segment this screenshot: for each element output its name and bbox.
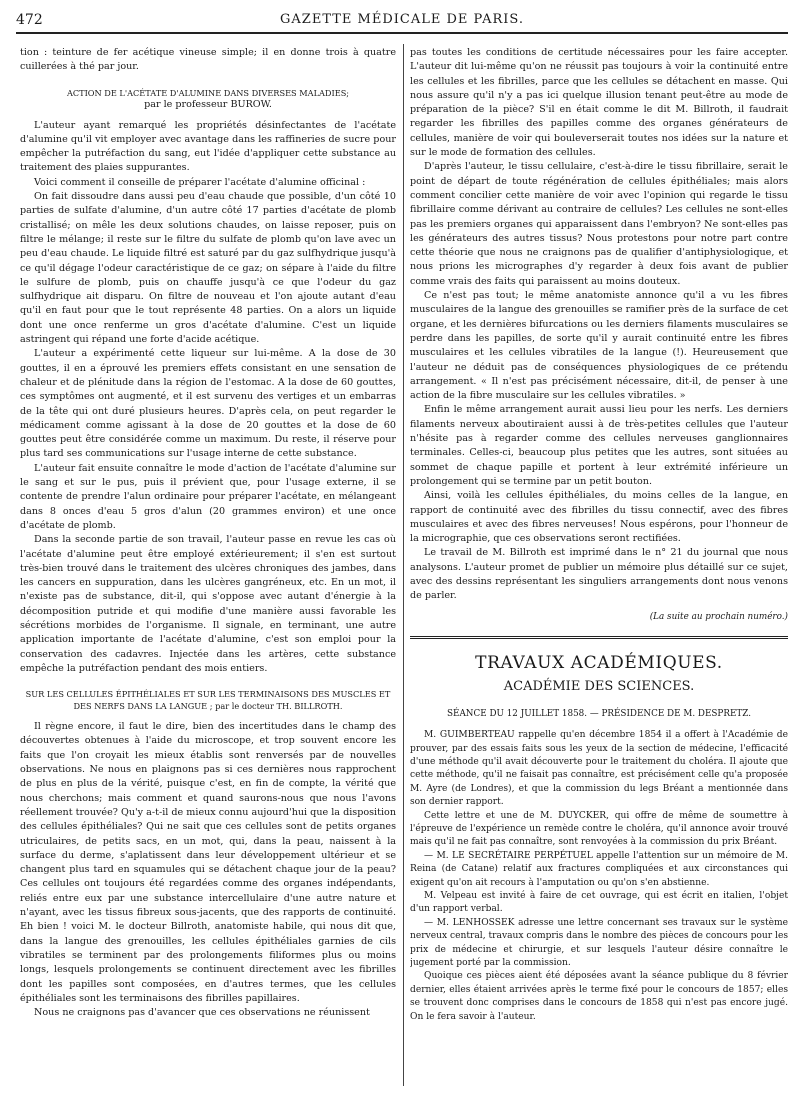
page-header (16, 10, 788, 34)
paragraph: Il règne encore, il faut le dire, bien des incertitudes dans le champ des découvertes obtenues à l'aide du microscope, et trop souvent encore les faits que l'on croyait les mieux établis sont renversés par de nouvelles observations. Ne nous en plaignons pas si ces dernières nous rapprochent de plus en plus de la vérité, puisque c'est, en fin de compte, la vérité que nous cherchons; mais comment et quand saurons-nous que nous l'avons réellement trouvée? Qu'y a-t-il de mieux connu aujourd'hui que la disposition des cellules épithéliales? Qui ne sait que ces cellules sont de petits organes utriculaires, de petits sacs, en un mot, qui, dans la peau, naissent à la surface du derme, s'aplatissent dans leur développement ultérieur et se changent plus tard en squamules qui se détachent chaque jour de la peau? Ces cellules ont toujours été regardées comme des organes indépendants, reliés entre eux par une substance intercellulaire d'une autre nature et n'ayant, avec les tissus fibreux sous-jacents, que des rapports de continuité. Eh bien ! voici M. le docteur Billroth, anatomiste habile, qui nous dit que, dans la langue des grenouilles, les cellules épithéliales garnies de cils vibratiles se terminent par des prolongements filiformes plus ou moins longs, lesquels prolongements se continuent directement avec les fibrilles dont les papilles sont composées, en d'autres termes, que les cellules épithéliales sont les terminaisons des fibrilles papillaires. (20, 721, 396, 1004)
section-heading (20, 87, 396, 111)
paragraph: M. GUIMBERTEAU rappelle qu'en décembre 1854 il a offert à l'Académie de prouver, par des essais faits sous les yeux de la section de médecine, l'efficacité d'une méthode qu'il avait découverte pour le traitement du choléra. Il ajoute que cette méthode, qu'il ne faisait pas connaître, est précisément celle qu'a proposée M. Ayre (de Londres), et que la commission du legs Bréant a mentionnée dans son dernier rapport. (410, 730, 788, 808)
section-author: par le professeur BUROW. (144, 98, 272, 110)
paragraph: On fait dissoudre dans aussi peu d'eau chaude que possible, d'un côté 10 parties de sulfate d'alumine, d'un autre côté 17 parties d'acétate de plomb cristallisé; on mêle les deux solutions chaudes, on laisse reposer, puis on filtre le mélange; il reste sur le filtre du sulfate de plomb qu'on lave avec un peu d'eau chaude. Le liquide filtré est saturé par du gaz sulfhydrique jusqu'à ce qu'il dégage l'odeur caractéristique de ce gaz; on sépare à l'aide du filtre le sulfure de plomb, puis on chauffe jusqu'à ce que l'odeur du gaz sulfhydrique ait disparu. On filtre de nouveau et l'on ajoute autant d'eau qu'il en faut pour que le tout représente 48 parties. On a alors un liquide dont une once renferme un gros d'acétate d'alumine. C'est un liquide astringent qui répand une forte d'acide acétique. (20, 191, 396, 346)
continuation-note: (La suite au prochain numéro.) (649, 611, 788, 622)
paragraph: M. Velpeau est invité à faire de cet ouvrage, qui est écrit en italien, l'objet d'un rapport verbal. (410, 891, 788, 915)
paragraph: Nous ne craignons pas d'avancer que ces observations ne réunissent (34, 1007, 370, 1019)
paragraph: pas toutes les conditions de certitude nécessaires pour les faire accepter. L'auteur dit lui-même qu'on ne réussit pas toujours à voir la continuité entre les cellules et les fibrilles, parce que les cellules se détachent en masse. Qui nous assure qu'il n'y a pas ici quelque illusion tenant peut-être au mode de préparation de la pièce? S'il en était comme le dit M. Billroth, il faudrait regarder les fibrilles des papilles comme des organes générateurs de cellules, manière de voir qui bouleverserait toutes nos idées sur la nature et sur le mode de formation des cellules. (410, 47, 788, 159)
paragraph: Ce n'est pas tout; le même anatomiste annonce qu'il a vu les fibres musculaires de la langue des grenouilles se ramifier près de la surface de cet organe, et les dernières bifurcations ou les derniers filaments musculaires se perdre dans les papilles, de sorte qu'il y aurait continuité entre les fibres musculaires et les cellules vibratiles de la langue (!). Heureusement que l'auteur ne déduit pas de conséquences physiologiques de ce prétendu arrangement. « Il n'est pas précisément nécessaire, dit-il, de penser à une action de la fibre musculaire sur les cellules vibratiles. » (410, 290, 788, 402)
academic-works-title: TRAVAUX ACADÉMIQUES. (475, 652, 723, 673)
paragraph: Dans la seconde partie de son travail, l'auteur passe en revue les cas où l'acétate d'alumine peut être employé extérieurement; il s'en est surtout très-bien trouvé dans le traitement des ulcères chroniques des jambes, dans les cancers en suppuration, dans les ulcères gangréneux, etc. En un mot, il n'existe pas de substance, dit-il, qui s'oppose avec autant d'énergie à la décomposition putride et qui modifie d'une manière aussi favorable les sécrétions morbides de l'organisme. Il signale, en terminant, une autre application importante de l'acétate d'alumine, c'est son emploi pour la conservation des cadavres. Injectée dans les artères, cette substance empêche la putréfaction pendant des mois entiers. (20, 534, 396, 674)
section-heading (20, 688, 396, 712)
paragraph: — M. LENHOSSEK adresse une lettre concernant ses travaux sur le système nerveux central, travaux compris dans le nombre des pièces de concours pour les prix de médecine et chirurgie, et sur lesquels l'auteur désire connaître le jugement porté par la commission. (410, 917, 788, 969)
session-line: SÉANCE DU 12 JUILLET 1858. — PRÉSIDENCE DE M. DESPRETZ. (447, 708, 751, 719)
academy-report (410, 729, 788, 1024)
paragraph: D'après l'auteur, le tissu cellulaire, c'est-à-dire le tissu fibrillaire, serait le point de départ de toute régénération de cellules épithéliales; mais alors comment concilier cette manière de voir avec l'opinion qui regarde le tissu fibrillaire comme dérivant au contraire de cellules? Les cellules ne sont-elles pas les premiers organes qui apparaissent dans l'embryon? Ne sont-elles pas les générateurs des autres tissus? Nous protestons pour notre part contre cette théorie que nous ne craignons pas de qualifier d'antiphysiologique, et nous prions les micrographes d'y regarder à deux fois avant de publier comme vrais des faits qui paraissent au moins douteux. (410, 161, 788, 287)
paragraph: tion : teinture de fer acétique vineuse simple; il en donne trois à quatre cuillerées à thé par jour. (20, 47, 396, 73)
page-number: 472 (16, 12, 43, 28)
section-title: SUR LES CELLULES ÉPITHÉLIALES ET SUR LES TERMINAISONS DES MUSCLES ET DES NERFS DANS LA LANGUE ; par le docteur TH. BILLROTH. (25, 689, 391, 712)
paragraph: L'auteur fait ensuite connaître le mode d'action de l'acétate d'alumine sur le sang et sur le pus, puis il prévient que, pour l'usage externe, il se contente de prendre l'alun ordinaire pour préparer l'acétate, en mélangeant dans 8 onces d'eau 5 gros d'alun (20 grammes environ) et une once d'acétate de plomb. (20, 462, 396, 531)
section-divider (410, 636, 788, 639)
paragraph: Voici comment il conseille de préparer l'acétate d'alumine officinal : (34, 176, 366, 188)
paragraph: — M. LE SECRÉTAIRE PERPÉTUEL appelle l'attention sur un mémoire de M. Reina (de Catane) relatif aux fractures compliquées et aux circonstances qui exigent qu'on ait recours à l'amputation ou qu'on s'en abstienne. (410, 850, 788, 888)
paragraph: L'auteur a expérimenté cette liqueur sur lui-même. A la dose de 30 gouttes, il en a éprouvé les premiers effets consistant en une sensation de chaleur et de plénitude dans la région de l'estomac. A la dose de 60 gouttes, ces symptômes ont augmenté, et il est survenu des vertiges et un embarras de la tête qui ont duré plusieurs heures. D'après cela, on peut regarder le médicament comme agissant à la dose de 20 gouttes et la dose de 60 gouttes peut être considérée comme un maximum. Du reste, il réserve pour plus tard ses communications sur l'usage interne de cette substance. (20, 348, 396, 460)
paragraph: Ainsi, voilà les cellules épithéliales, du moins celles de la langue, en rapport de continuité avec des fibrilles du tissu connectif, avec des fibres musculaires et avec des fibres nerveuses! Nous espérons, pour l'honneur de la micrographie, que ces observations seront rectifiées. (410, 490, 788, 545)
left-column (20, 46, 396, 1086)
paragraph: Le travail de M. Billroth est imprimé dans le n° 21 du journal que nous analysons. L'auteur promet de publier un mémoire plus détaillé sur ce sujet, avec des dessins représentant les singuliers arrangements dont nous venons de parler. (410, 547, 788, 602)
running-title: GAZETTE MÉDICALE DE PARIS. (280, 12, 524, 27)
column-divider (403, 44, 404, 1086)
paragraph: Quoique ces pièces aient été déposées avant la séance publique du 8 février dernier, elles étaient arrivées après le terme fixé pour le concours de 1857; elles se trouvent donc comprises dans le concours de 1858 qui n'est pas encore jugé. On le fera savoir à l'auteur. (410, 971, 788, 1022)
academy-subtitle: ACADÉMIE DES SCIENCES. (503, 678, 695, 694)
paragraph: L'auteur ayant remarqué les propriétés désinfectantes de l'acétate d'alumine qu'il vit employer avec avantage dans les raffineries de sucre pour empêcher la putréfaction du sang, eut l'idée d'appliquer cette substance au traitement des plaies suppurantes. (20, 119, 396, 174)
right-column (410, 46, 788, 1086)
paragraph: Enfin le même arrangement aurait aussi lieu pour les nerfs. Les derniers filaments nerveux aboutiraient aussi à de très-petites cellules que l'auteur n'hésite pas à regarder comme des cellules nerveuses ganglionnaires terminales. Celles-ci, beaucoup plus petites que les autres, sont situées au sommet de chaque papille et portent à leur extrémité inférieure un prolongement qui se termine par un petit bouton. (410, 404, 788, 487)
section-title: ACTION DE L'ACÉTATE D'ALUMINE DANS DIVERSES MALADIES; (66, 87, 350, 98)
paragraph: Cette lettre et une de M. DUYCKER, qui offre de même de soumettre à l'épreuve de l'expérience un remède contre le choléra, qu'il annonce avoir trouvé mais qu'il ne fait pas connaître, sont renvoyées à la commission du prix Bréant. (410, 810, 788, 848)
